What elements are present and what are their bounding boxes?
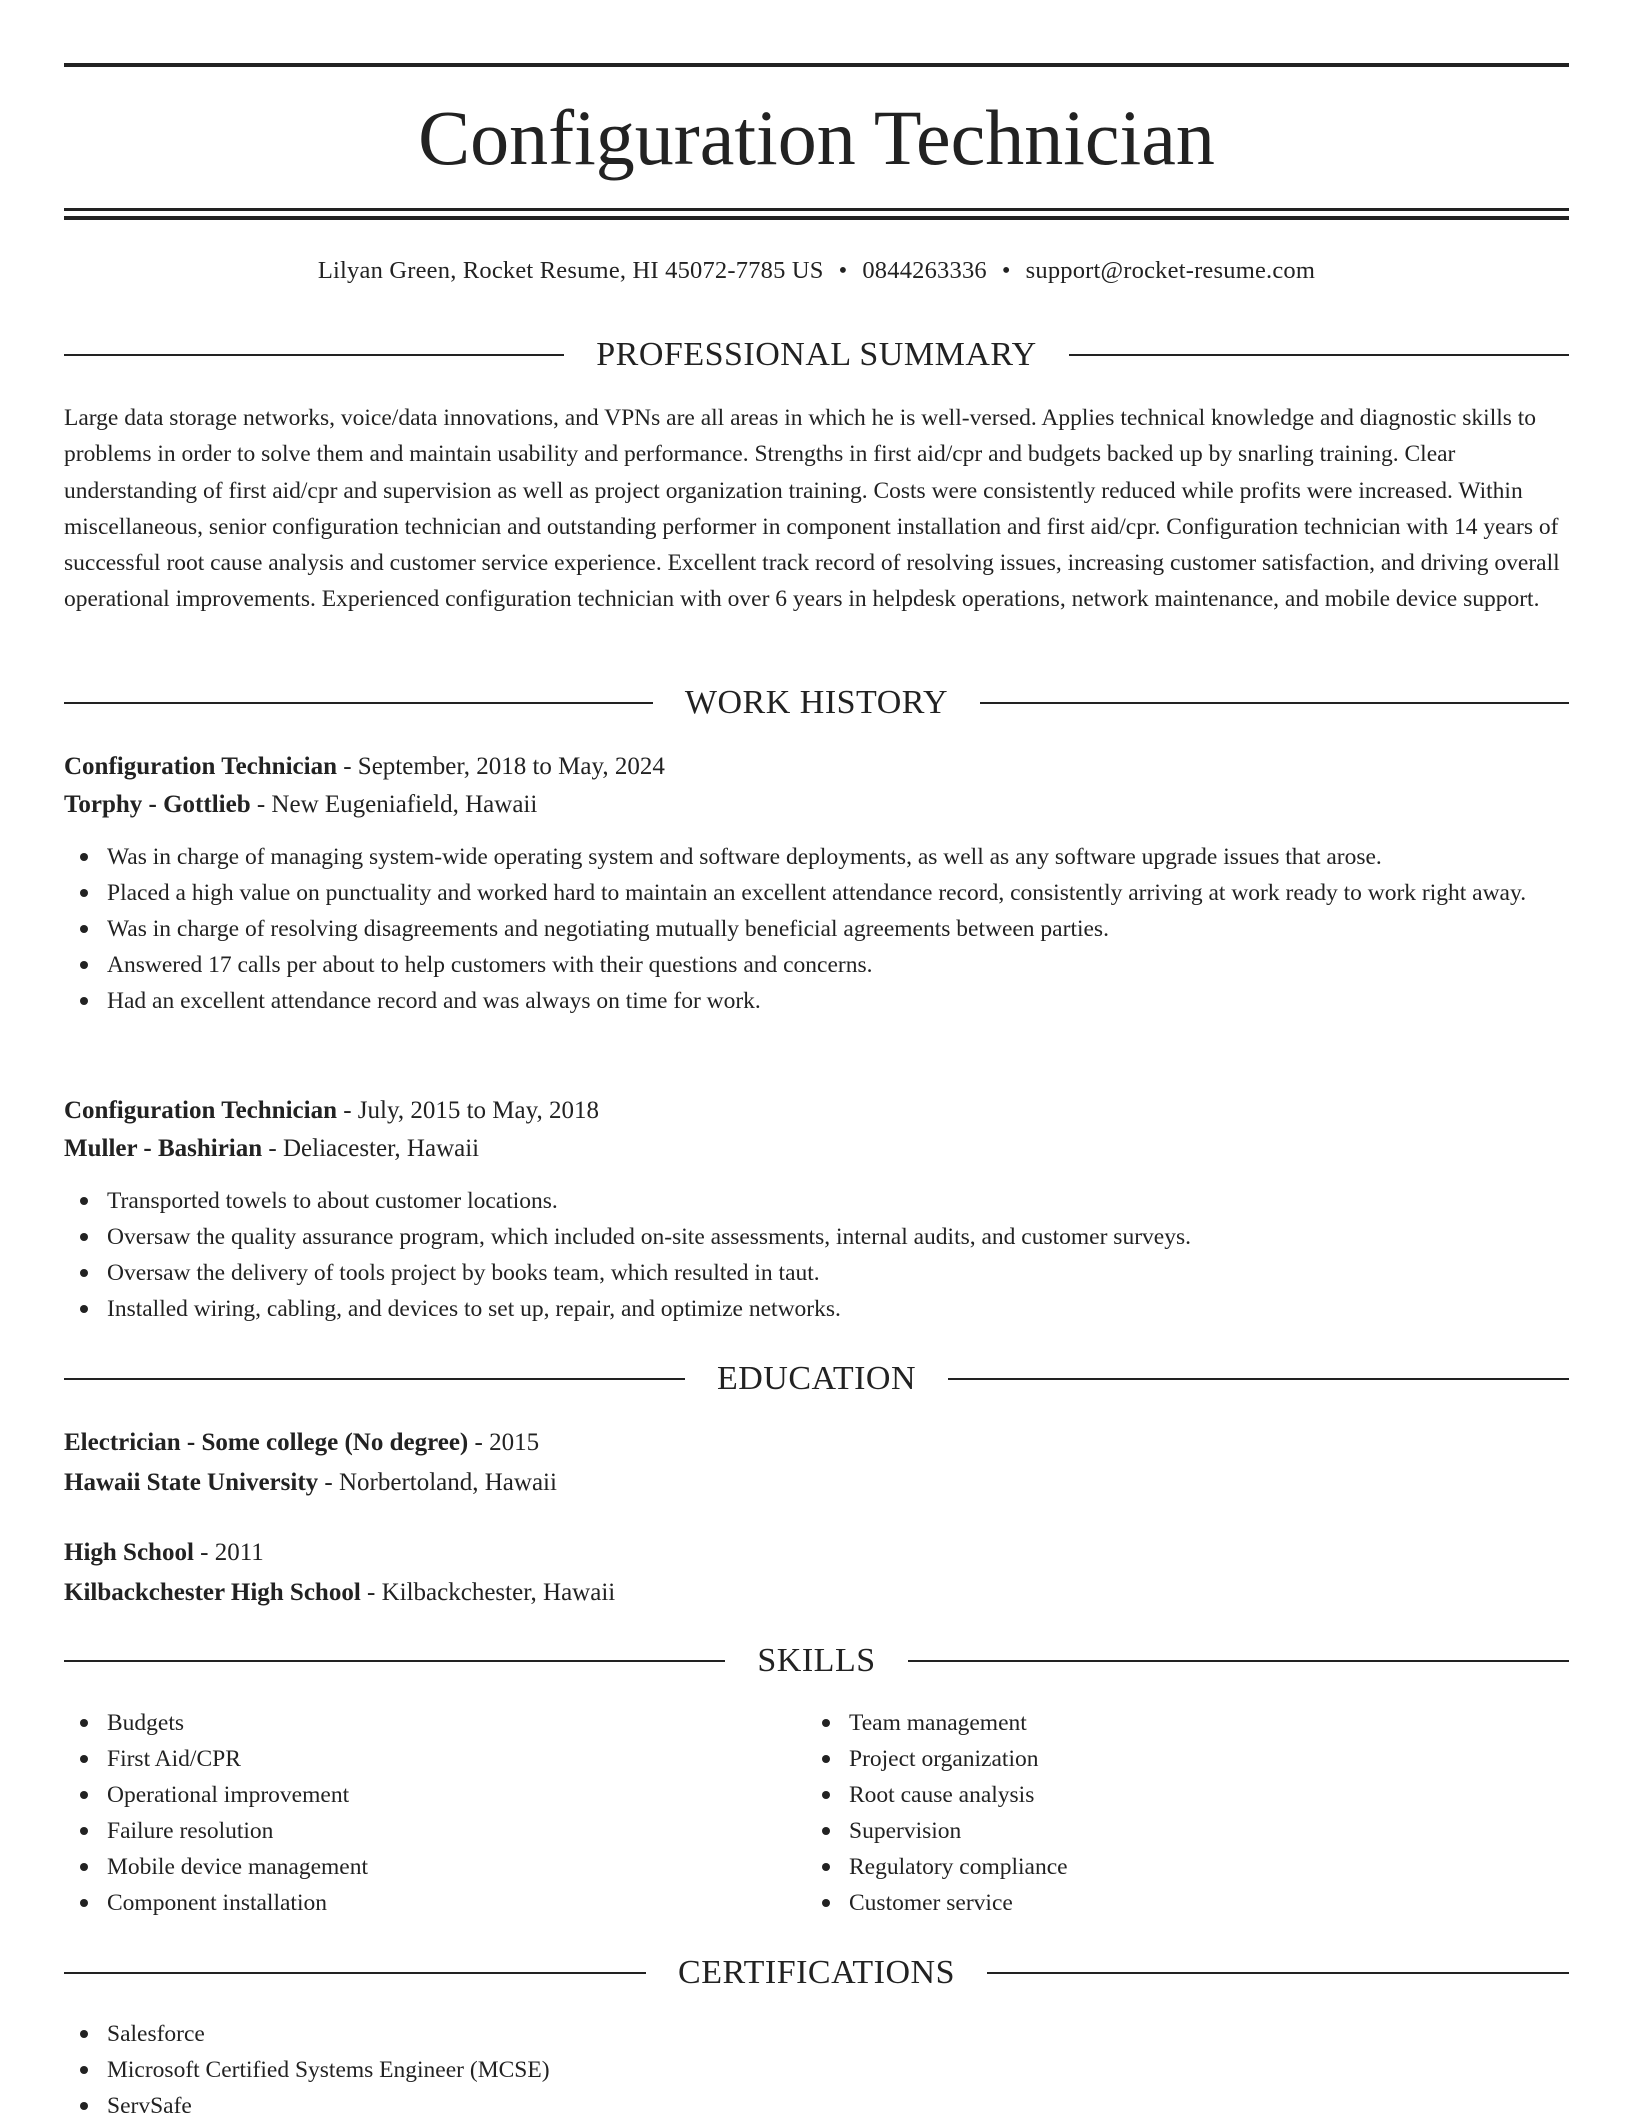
list-item: Oversaw the quality assurance program, which included on-site assessments, internal audits, and customer surveys. xyxy=(64,1219,1569,1255)
skill-item: Failure resolution xyxy=(64,1813,806,1849)
contact-separator: • xyxy=(1001,257,1011,284)
section-title: SKILLS xyxy=(757,1642,876,1679)
education-entry xyxy=(64,1423,1569,1503)
header-bottom-rule xyxy=(64,208,1569,211)
heading-rule xyxy=(1069,354,1569,356)
skill-item: Budgets xyxy=(64,1705,806,1741)
heading-rule xyxy=(980,702,1569,704)
job-title: Configuration Technician xyxy=(64,753,337,780)
section-heading-education xyxy=(64,1359,1569,1399)
job-location: - Deliacester, Hawaii xyxy=(262,1135,480,1162)
certification-item: Microsoft Certified Systems Engineer (MCSE) xyxy=(64,2052,1569,2088)
skill-item: Operational improvement xyxy=(64,1777,806,1813)
job-company-line xyxy=(64,1130,1569,1168)
education-location: - Kilbackchester, Hawaii xyxy=(360,1579,616,1606)
education-degree-line xyxy=(64,1533,1569,1573)
section-heading-work xyxy=(64,683,1569,723)
section-title: WORK HISTORY xyxy=(684,684,949,721)
heading-rule xyxy=(64,1972,646,1974)
education-entry xyxy=(64,1533,1569,1613)
summary-text: Large data storage networks, voice/data innovations, and VPNs are all areas in which he is well-versed. Applies technical knowledge and diagnostic skills to problems in order to solve them and maintain usability and performance. Strengths in first aid/cpr and budgets backed up by snarling training. Clear understanding of first aid/cpr and supervision as well as project organization training. Costs were consistently reduced while profits were increased. Within miscellaneous, senior configuration technician and outstanding performer in component installation and first aid/cpr. Configuration technician with 14 years of successful root cause analysis and customer service experience. Excellent track record of resolving issues, increasing customer satisfaction, and driving overall operational improvements. Experienced configuration technician with over 6 years in helpdesk operations, network maintenance, and mobile device support. xyxy=(64,405,1560,613)
skill-item: First Aid/CPR xyxy=(64,1741,806,1777)
job-entry xyxy=(64,1092,1569,1327)
section-heading-summary xyxy=(64,335,1569,375)
heading-rule xyxy=(64,1660,725,1662)
contact-phone: 0844263336 xyxy=(862,257,987,284)
skill-item: Mobile device management xyxy=(64,1849,806,1885)
list-item: Was in charge of resolving disagreements and negotiating mutually beneficial agreements between parties. xyxy=(64,911,1569,947)
job-title: Configuration Technician xyxy=(64,1097,337,1124)
education-year: - 2015 xyxy=(468,1429,540,1456)
education-school-line xyxy=(64,1573,1569,1613)
skills-column-list xyxy=(806,1705,1548,1921)
contact-address: Lilyan Green, Rocket Resume, HI 45072-7785 US xyxy=(317,257,824,284)
list-item: Transported towels to about customer locations. xyxy=(64,1183,1569,1219)
contact-separator: • xyxy=(838,257,848,284)
skills-column-left xyxy=(64,1705,806,1921)
job-company-line xyxy=(64,786,1569,824)
heading-rule xyxy=(64,1378,685,1380)
skill-item: Project organization xyxy=(806,1741,1548,1777)
skill-item: Supervision xyxy=(806,1813,1548,1849)
section-title: EDUCATION xyxy=(716,1360,917,1397)
certification-item: ServSafe xyxy=(64,2088,1569,2124)
header-bottom-rule-2 xyxy=(64,216,1569,220)
contact-email: support@rocket-resume.com xyxy=(1025,257,1316,284)
job-dates: - July, 2015 to May, 2018 xyxy=(336,1097,600,1124)
job-bullets xyxy=(64,1183,1569,1327)
section-title: PROFESSIONAL SUMMARY xyxy=(596,336,1037,373)
skill-item: Component installation xyxy=(64,1885,806,1921)
certifications-list xyxy=(64,2016,1569,2124)
heading-rule xyxy=(64,354,564,356)
list-item: Oversaw the delivery of tools project by books team, which resulted in taut. xyxy=(64,1255,1569,1291)
job-entry xyxy=(64,748,1569,1019)
skill-item: Regulatory compliance xyxy=(806,1849,1548,1885)
job-dates: - September, 2018 to May, 2024 xyxy=(336,753,665,780)
list-item: Had an excellent attendance record and was always on time for work. xyxy=(64,983,1569,1019)
job-title-line xyxy=(64,748,1569,786)
resume-page xyxy=(64,0,1569,2119)
education-degree: High School xyxy=(64,1539,194,1566)
job-company: Muller - Bashirian xyxy=(64,1135,263,1162)
heading-rule xyxy=(987,1972,1569,1974)
list-item: Was in charge of managing system-wide operating system and software deployments, as well as any software upgrade issues that arose. xyxy=(64,839,1569,875)
header-top-rule xyxy=(64,63,1569,67)
list-item: Placed a high value on punctuality and worked hard to maintain an excellent attendance record, consistently arriving at work ready to work right away. xyxy=(64,875,1569,911)
education-degree: Electrician - Some college (No degree) xyxy=(64,1429,469,1456)
skills-column-right xyxy=(806,1705,1548,1921)
job-location: - New Eugeniafield, Hawaii xyxy=(250,791,538,818)
skill-item: Customer service xyxy=(806,1885,1548,1921)
list-item: Installed wiring, cabling, and devices to set up, repair, and optimize networks. xyxy=(64,1291,1569,1327)
education-year: - 2011 xyxy=(193,1539,264,1566)
section-heading-certifications xyxy=(64,1953,1569,1993)
list-item: Answered 17 calls per about to help customers with their questions and concerns. xyxy=(64,947,1569,983)
skill-item: Root cause analysis xyxy=(806,1777,1548,1813)
heading-rule xyxy=(948,1378,1569,1380)
education-school: Kilbackchester High School xyxy=(64,1579,361,1606)
job-bullets xyxy=(64,839,1569,1019)
skill-item: Team management xyxy=(806,1705,1548,1741)
section-title: CERTIFICATIONS xyxy=(678,1954,955,1991)
education-school: Hawaii State University xyxy=(64,1469,319,1496)
certification-item: Salesforce xyxy=(64,2016,1569,2052)
heading-rule xyxy=(64,702,653,704)
contact-line xyxy=(64,254,1569,288)
education-school-line xyxy=(64,1463,1569,1503)
education-location: - Norbertoland, Hawaii xyxy=(318,1469,557,1496)
education-degree-line xyxy=(64,1423,1569,1463)
job-title-line xyxy=(64,1092,1569,1130)
job-company: Torphy - Gottlieb xyxy=(64,791,251,818)
heading-rule xyxy=(908,1660,1569,1662)
resume-title: Configuration Technician xyxy=(418,94,1215,181)
section-heading-skills xyxy=(64,1641,1569,1681)
skills-column-list xyxy=(64,1705,806,1921)
certifications-bullets xyxy=(64,2016,1569,2124)
skills-list xyxy=(64,1705,1569,1921)
